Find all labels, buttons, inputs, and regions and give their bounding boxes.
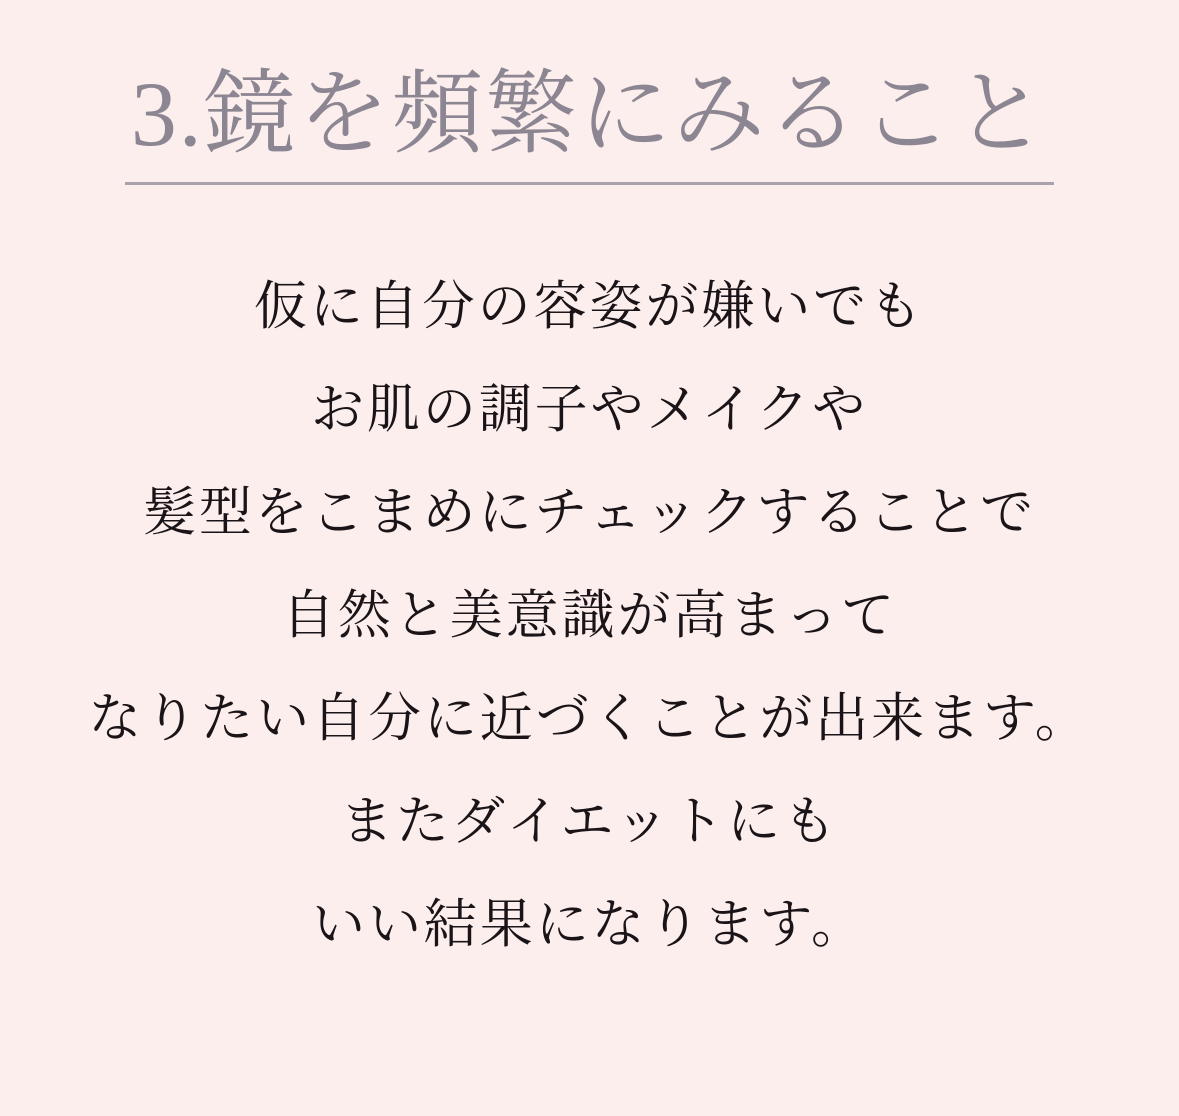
body-line: いい結果になります。	[312, 895, 867, 954]
body-text-block	[0, 277, 1179, 954]
body-line: お肌の調子やメイクや	[310, 380, 869, 439]
heading-container	[0, 62, 1179, 185]
body-line: なりたい自分に近づくことが出来ます。	[88, 689, 1091, 748]
body-line: またダイエットにも	[340, 792, 839, 851]
page-title: 3.鏡を頻繁にみること	[125, 62, 1054, 185]
body-line: 自然と美意識が高まって	[281, 586, 898, 645]
body-line: 仮に自分の容姿が嫌いでも	[254, 277, 925, 336]
body-line: 髪型をこまめにチェックすることで	[142, 483, 1037, 542]
